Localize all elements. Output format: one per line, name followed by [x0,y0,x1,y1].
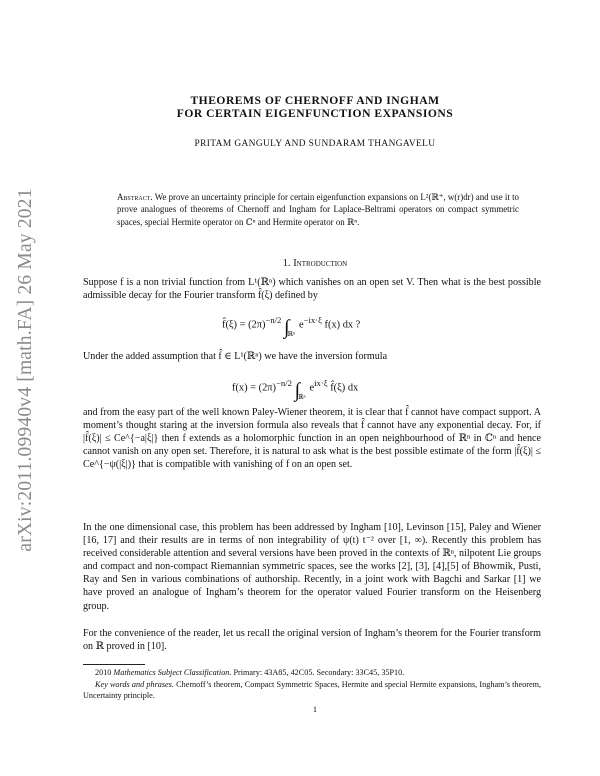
paragraph-5: For the convenience of the reader, let us recall the original version of Ingham’s theorem for the Fourier transform on ℝ proved in [10]. [83,628,541,653]
arxiv-stamp-text: arXiv:2011.09940v4 [math.FA] 26 May 2021 [15,188,36,552]
title-line-2: FOR CERTAIN EIGENFUNCTION EXPANSIONS [176,107,454,120]
footnote-keywords-text: Chernoff’s theorem, Compact Symmetric Spaces, Hermite and special Hermite expansions, Ingham’s theorem, Uncertainty principle. [83,680,541,700]
arxiv-stamp [6,160,46,580]
eq2-kernel: e [309,382,315,394]
eq1-lhs: f̂(ξ) = (2π) [222,319,266,331]
eq1-exponent: −n/2 [265,315,282,325]
paragraph-3: and from the easy part of the well known Paley-Wiener theorem, it is clear that f̂ cannot have compact support. A moment’s thought staring at the inversion formula also reveals that f̂ cannot have any exponential decay. For, if |f̂(ξ)| ≤ Ce^{−a|ξ|} then f extends as a holomorphic function in an open neighbourhood of ℝⁿ in ℂⁿ and hence cannot vanish on any open set. Therefore, it is natural to ask what is the best possible estimate of the form |f̂(ξ)| ≤ Ce^{−ψ(|ξ|)} that is compatible with vanishing of f on an open set. [83,407,541,471]
footnote-keywords [83,679,541,701]
footnote-msc-year: 2010 [95,668,114,677]
footnote-keywords-label: Key words and phrases. [95,680,174,689]
section-heading [90,258,540,269]
paper-title [90,94,540,120]
eq2-exponent: −n/2 [276,378,292,388]
eq2-domain: ℝⁿ [298,394,306,402]
abstract-label: Abstract. [117,192,153,202]
eq1-kernel-exponent: −ix·ξ [303,315,322,325]
paragraph-1: Suppose f is a non trivial function from L¹(ℝⁿ) which vanishes on an open set V. Then what is the best possible admissible decay for the Fourier transform f̂(ξ) defined by [83,277,541,302]
section-number: 1. [282,258,294,269]
paragraph-4: In the one dimensional case, this problem has been addressed by Ingham [10], Levinson [15], Paley and Wiener [16, 17] and their results are in terms of non integrability of ψ(t) t⁻² over [1, ∞). Recently this problem has received considerable attention and several versions have been proved in the contexts of ℝⁿ, nilpotent Lie groups and compact and non-compact Riemannian symmetric spaces, see the works [2], [3], [4],[5] of Bhowmik, Pusti, Ray and Sen in various combinations of authorship. Recently, in a joint work with Bagchi and Sarkar [1] we have proved an analogue of Ingham’s theorem for the operator valued Fourier transform on the Heisenberg group. [83,522,541,612]
equation-inversion-formula [232,378,358,402]
integral-sign-icon: ∫ [284,316,290,339]
eq2-rhs: f̂(ξ) dx [327,382,359,394]
eq2-lhs: f(x) = (2π) [232,382,276,394]
footnote-msc-text: Primary: 43A85, 42C05. Secondary: 33C45, 35P10. [231,668,405,677]
footnote-rule [83,664,145,665]
authors: PRITAM GANGULY AND SUNDARAM THANGAVELU [194,139,436,149]
eq1-domain: ℝⁿ [287,331,295,339]
footnote-msc-label: Mathematics Subject Classification. [113,668,232,677]
integral-sign-icon: ∫ [294,379,301,402]
abstract-text: We prove an uncertainty principle for certain eigenfunction expansions on L²(ℝ⁺, w(r)dr) and use it to prove analogues of theorems of Chernoff and Ingham for Laplace-Beltrami operators on compact symmetric spaces, special Hermite operator on ℂⁿ and Hermite operator on ℝⁿ. [117,192,519,227]
eq2-kernel-exponent: ix·ξ [314,378,328,388]
page-number: 1 [312,705,318,714]
eq1-rhs: f(x) dx ? [321,319,361,331]
section-title: Introduction [293,258,348,269]
eq1-kernel: e [298,319,304,331]
abstract [117,191,519,228]
title-line-1: THEOREMS OF CHERNOFF AND INGHAM [190,94,440,107]
paragraph-2: Under the added assumption that f̂ ∈ L¹(ℝⁿ) we have the inversion formula [83,351,388,362]
equation-fourier-transform [222,315,360,339]
footnote-msc [83,667,541,678]
